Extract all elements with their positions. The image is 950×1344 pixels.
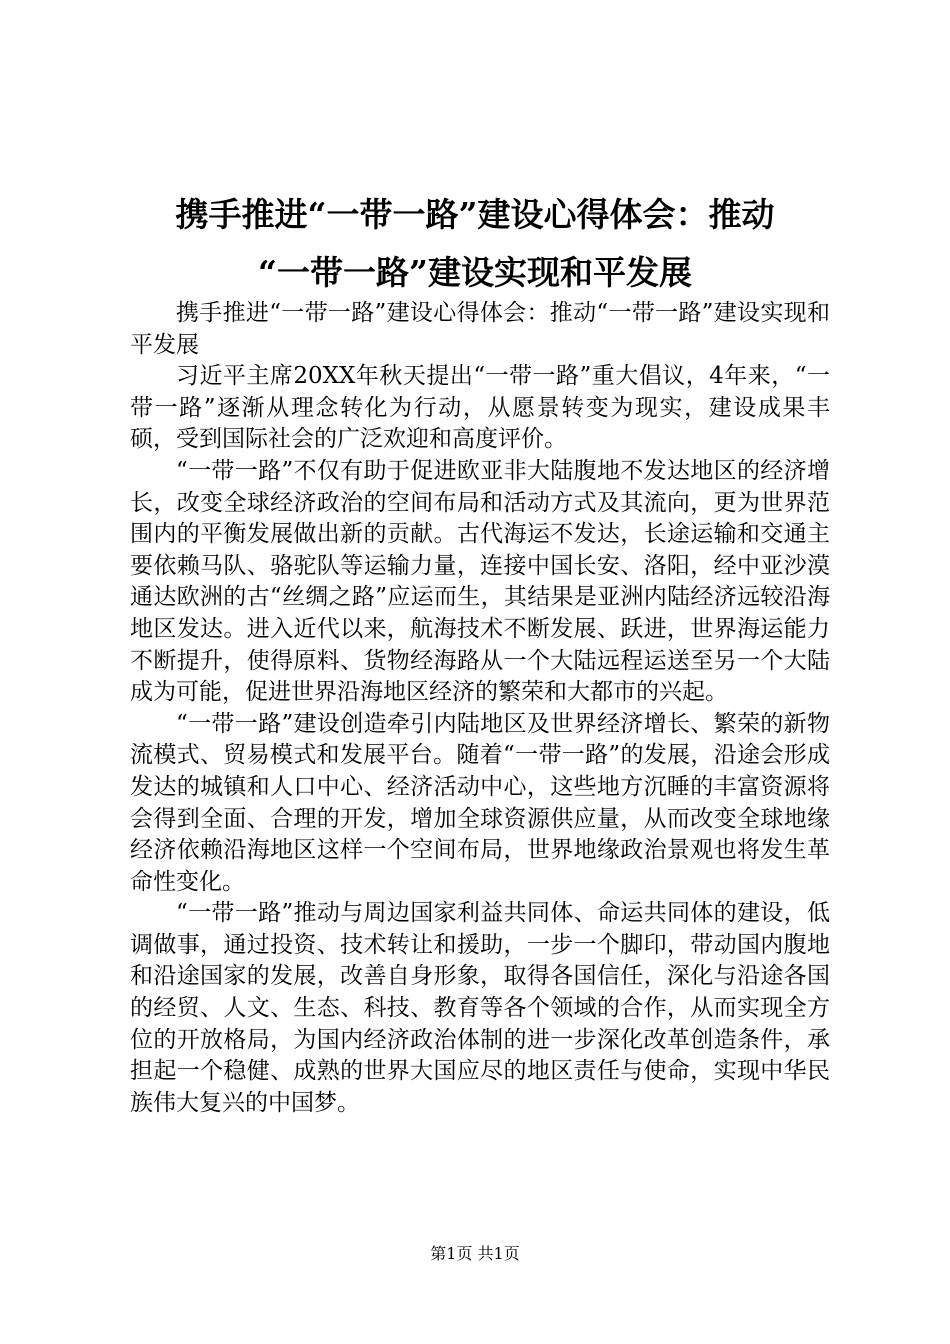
- paragraph-history: “一带一路”不仅有助于促进欧亚非大陆腹地不发达地区的经济增长，改变全球经济政治的空间布局和活动方式及其流向，更为世界范围内的平衡发展做出新的贡献。古代海运不发达，长途运输和交通主要依赖马队、骆驼队等运输力量，连接中国长安、洛阳，经中亚沙漠通达欧洲的古“丝绸之路”应运而生，其结果是亚洲内陆经济远较沿海地区发达。进入近代以来，航海技术不断发展、跃进，世界海运能力不断提升，使得原料、货物经海路从一个大陆远程运送至另一个大陆成为可能，促进世界沿海地区经济的繁荣和大都市的兴起。: [130, 457, 830, 706]
- paragraph-development: “一带一路”建设创造牵引内陆地区及世界经济增长、繁荣的新物流模式、贸易模式和发展平台。随着“一带一路”的发展，沿途会形成发达的城镇和人口中心、经济活动中心，这些地方沉睡的丰富资源将会得到全面、合理的开发，增加全球资源供应量，从而改变全球地缘经济依赖沿海地区这样一个空间布局，世界地缘政治景观也将发生革命性变化。: [130, 710, 830, 895]
- document-body: [130, 298, 830, 1119]
- page-footer: 第1页 共1页: [430, 1244, 520, 1263]
- document-title: [100, 186, 850, 302]
- paragraph-intro: 习近平主席20XX年秋天提出“一带一路”重大倡议，4年来，“一带一路”逐渐从理念转化为行动，从愿景转变为现实，建设成果丰硕，受到国际社会的广泛欢迎和高度评价。: [130, 363, 830, 453]
- title-line-2: “一带一路”建设实现和平发展: [258, 253, 692, 292]
- paragraph-subtitle: 携手推进“一带一路”建设心得体会：推动“一带一路”建设实现和平发展: [130, 300, 830, 358]
- paragraph-cooperation: “一带一路”推动与周边国家利益共同体、命运共同体的建设，低调做事，通过投资、技术转让和援助，一步一个脚印，带动国内腹地和沿途国家的发展，改善自身形象，取得各国信任，深化与沿途各国的经贸、人文、生态、科技、教育等各个领域的合作，从而实现全方位的开放格局，为国内经济政治体制的进一步深化改革创造条件，承担起一个稳健、成熟的世界大国应尽的地区责任与使命，实现中华民族伟大复兴的中国梦。: [130, 900, 830, 1116]
- title-line-1: 携手推进“一带一路”建设心得体会：推动: [175, 195, 775, 234]
